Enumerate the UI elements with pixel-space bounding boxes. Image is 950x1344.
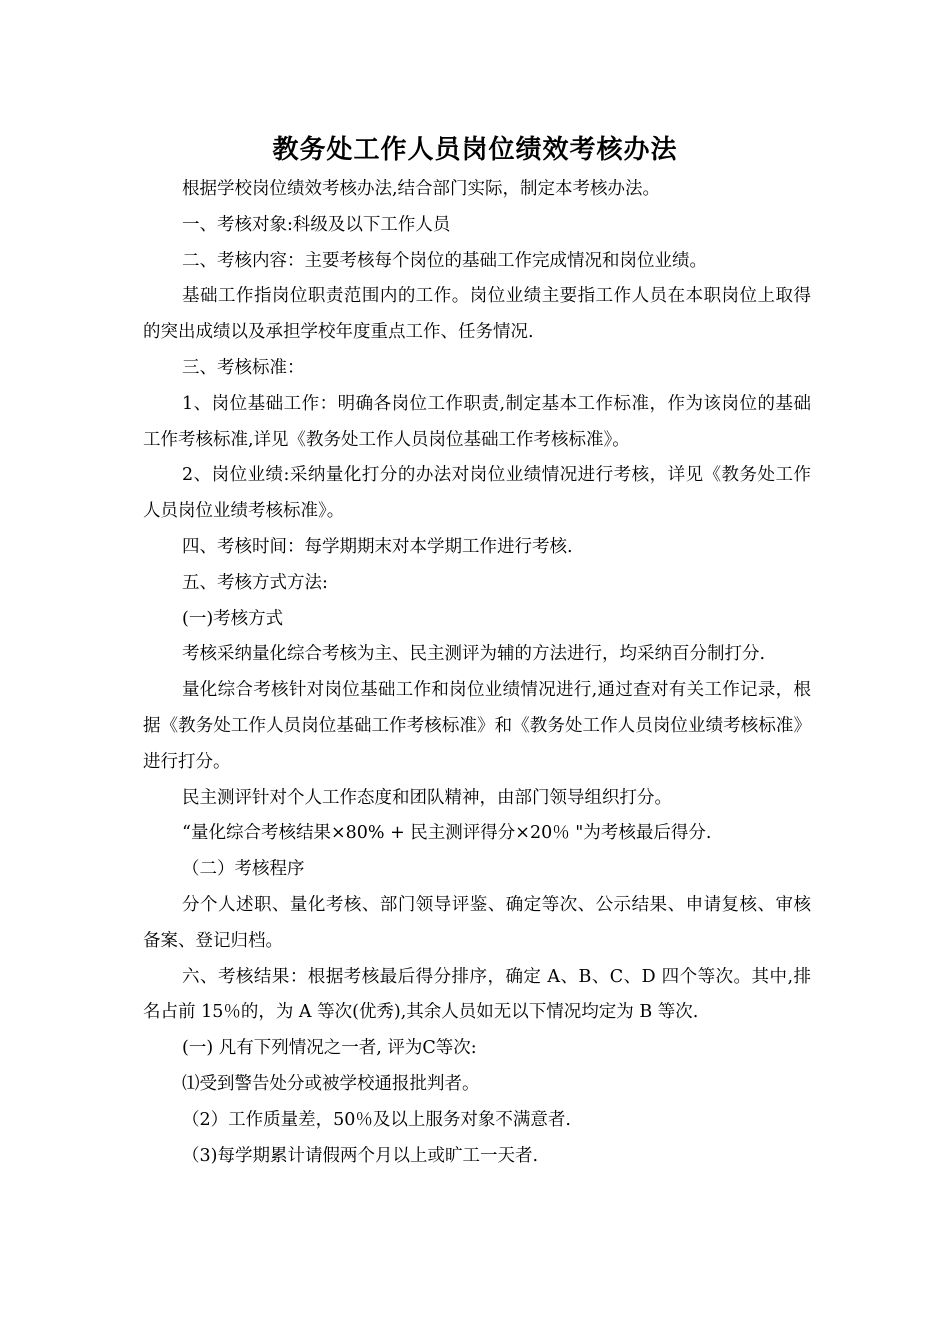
paragraph-grade-c-heading: (一) 凡有下列情况之一者, 评为C等次:	[182, 1038, 477, 1059]
paragraph-standard-basic-work: 1、岗位基础工作：明确各岗位工作职责,制定基本工作标准，作为该岗位的基础工作考核标准,详见《教务处工作人员岗位基础工作考核标准》。	[143, 393, 811, 450]
paragraph-assessment-standard-heading: 三、考核标准：	[182, 357, 305, 378]
document-body	[143, 172, 811, 1174]
paragraph-grade-c-item-2: （2）工作质量差，50％及以上服务对象不满意者.	[182, 1109, 571, 1130]
paragraph-assessment-content: 二、考核内容：主要考核每个岗位的基础工作完成情况和岗位业绩。	[182, 250, 707, 271]
paragraph-procedure-subheading: （二）考核程序	[182, 859, 305, 880]
paragraph-quantitative-assessment: 量化综合考核针对岗位基础工作和岗位业绩情况进行,通过查对有关工作记录，根据《教务处工作人员岗位基础工作考核标准》和《教务处工作人员岗位业绩考核标准》进行打分。	[143, 680, 811, 772]
paragraph-assessment-time: 四、考核时间：每学期期末对本学期工作进行考核.	[182, 536, 573, 557]
paragraph-democratic-evaluation: 民主测评针对个人工作态度和团队精神，由部门领导组织打分。	[182, 787, 672, 808]
paragraph-grade-c-item-1: ⑴受到警告处分或被学校通报批判者。	[182, 1073, 480, 1094]
paragraph-grade-c-item-3: （3)每学期累计请假两个月以上或旷工一天者.	[182, 1145, 539, 1166]
paragraph-standard-performance: 2、岗位业绩:采纳量化打分的办法对岗位业绩情况进行考核，详见《教务处工作人员岗位业绩考核标准》。	[143, 465, 811, 522]
paragraph-intro: 根据学校岗位绩效考核办法,结合部门实际，制定本考核办法。	[182, 179, 661, 199]
paragraph-final-score-formula: “量化综合考核结果×80% + 民主测评得分×20％ "为考核最后得分.	[182, 823, 712, 844]
paragraph-method-subheading: (一)考核方式	[182, 608, 284, 629]
paragraph-procedure-steps: 分个人述职、量化考核、部门领导评鉴、确定等次、公示结果、申请复核、审核备案、登记归档。	[143, 894, 811, 951]
paragraph-assessment-results: 六、考核结果：根据考核最后得分排序，确定 A、B、C、D 四个等次。其中,排名占前 15％的，为 A 等次(优秀),其余人员如无以下情况均定为 B 等次.	[143, 966, 811, 1023]
document-title: 教务处工作人员岗位绩效考核办法	[272, 135, 678, 165]
paragraph-basic-work-definition: 基础工作指岗位职责范围内的工作。岗位业绩主要指工作人员在本职岗位上取得的突出成绩以及承担学校年度重点工作、任务情况.	[143, 286, 811, 343]
paragraph-method-description: 考核采纳量化综合考核为主、民主测评为辅的方法进行，均采纳百分制打分.	[182, 644, 766, 665]
paragraph-assessment-methods-heading: 五、考核方式方法:	[182, 572, 328, 593]
paragraph-assessment-target: 一、考核对象:科级及以下工作人员	[182, 214, 451, 235]
